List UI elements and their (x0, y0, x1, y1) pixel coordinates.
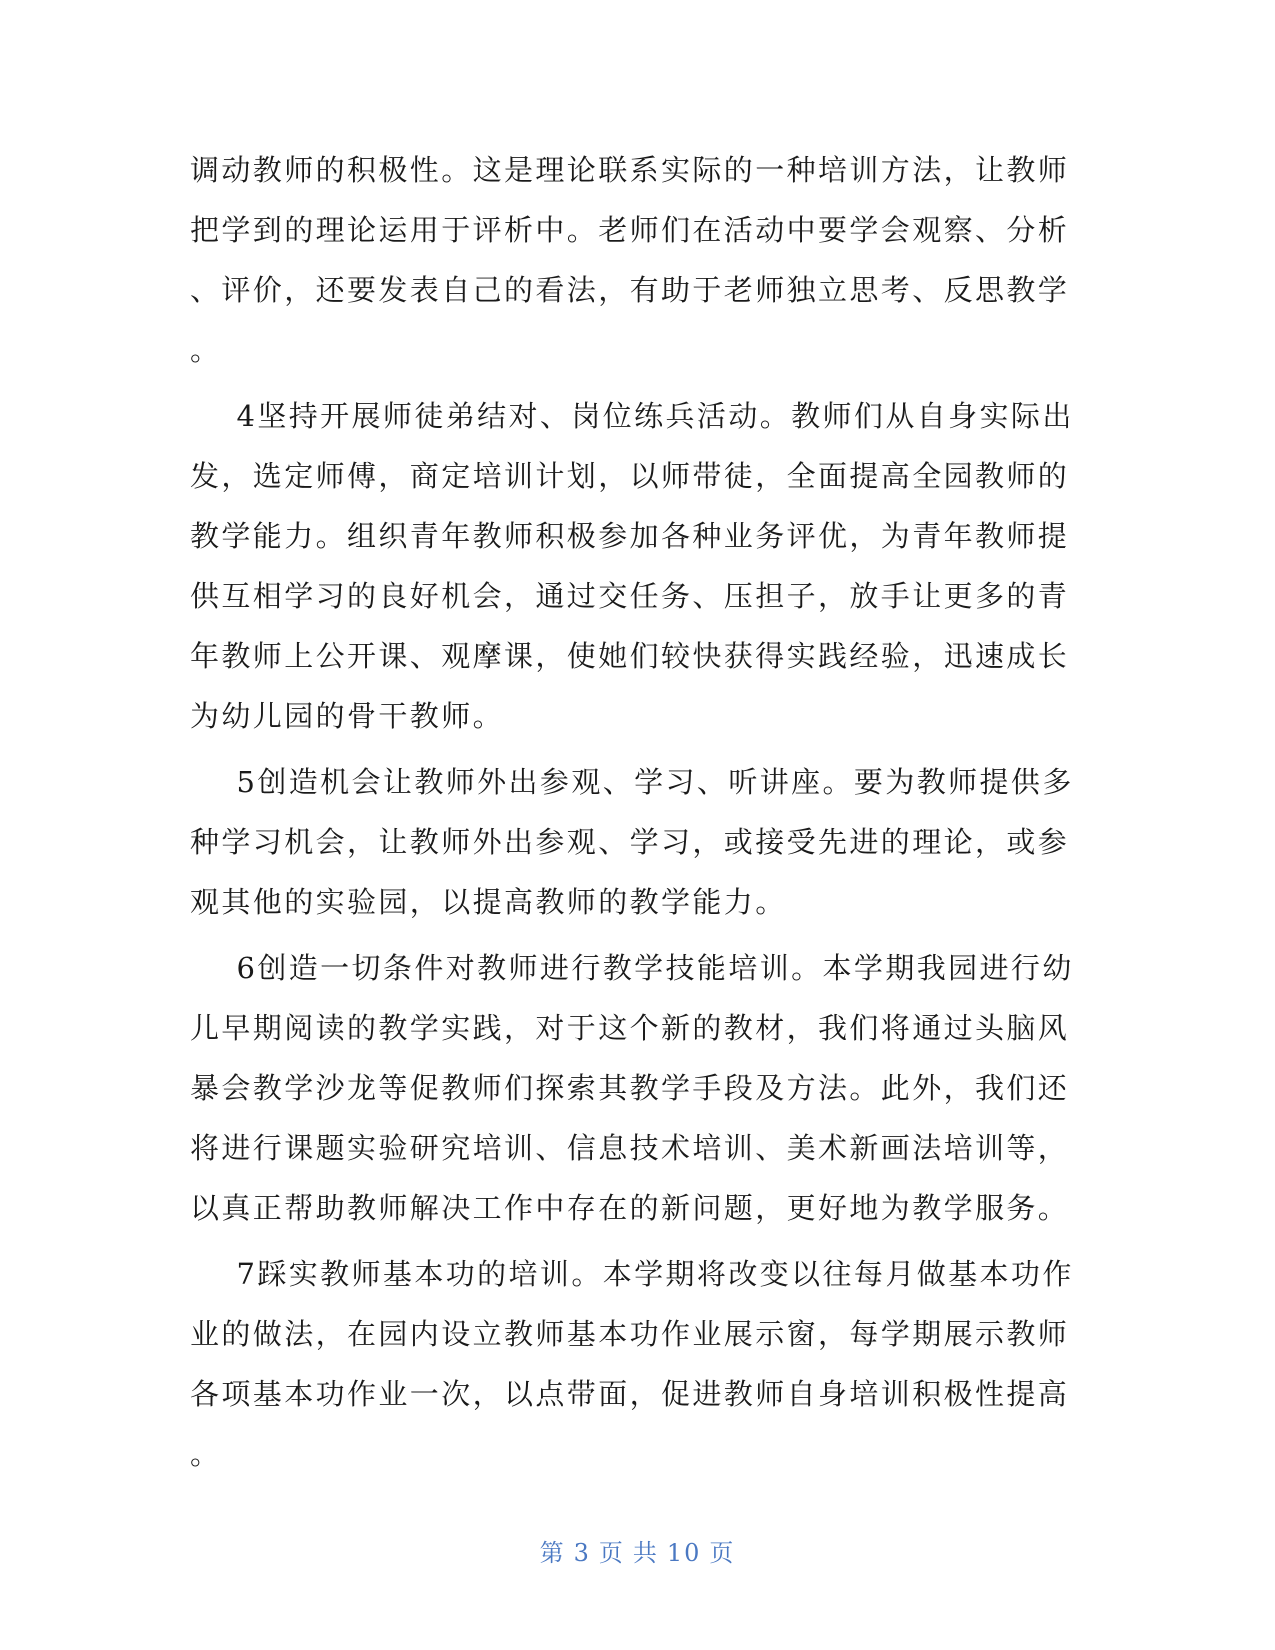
text-line: 业的做法，在园内设立教师基本功作业展示窗，每学期展示教师 (190, 1317, 1070, 1351)
paragraph (190, 386, 1090, 746)
paragraph (190, 140, 1090, 380)
paragraph (190, 938, 1090, 1238)
footer-page-word: 页 (598, 1539, 625, 1567)
text-line: 儿早期阅读的教学实践，对于这个新的教材，我们将通过头脑风 (190, 1011, 1070, 1045)
paragraph (190, 752, 1090, 932)
text-line: 。 (190, 1437, 222, 1471)
text-line: 年教师上公开课、观摩课，使她们较快获得实践经验，迅速成长 (190, 639, 1070, 673)
footer-prefix: 第 (539, 1539, 566, 1567)
text-line: 、评价，还要发表自己的看法，有助于老师独立思考、反思教学 (190, 273, 1070, 307)
text-line: 4坚持开展师徒弟结对、岗位练兵活动。教师们从自身实际出 (190, 399, 1074, 433)
text-line: 各项基本功作业一次，以点带面，促进教师自身培训积极性提高 (190, 1377, 1070, 1411)
text-line: 把学到的理论运用于评析中。老师们在活动中要学会观察、分析 (190, 213, 1070, 247)
footer-suffix: 页 (709, 1539, 736, 1567)
document-body (190, 140, 1090, 1484)
text-line: 以真正帮助教师解决工作中存在的新问题，更好地为教学服务。 (190, 1191, 1070, 1225)
footer-current-page: 3 (573, 1539, 591, 1567)
text-line: 7踩实教师基本功的培训。本学期将改变以往每月做基本功作 (190, 1257, 1074, 1291)
text-line: 调动教师的积极性。这是理论联系实际的一种培训方法，让教师 (190, 153, 1070, 187)
text-line: 观其他的实验园，以提高教师的教学能力。 (190, 885, 787, 919)
text-line: 暴会教学沙龙等促教师们探索其教学手段及方法。此外，我们还 (190, 1071, 1070, 1105)
text-line: 。 (190, 333, 222, 367)
footer-total-word: 共 (632, 1539, 659, 1567)
text-line: 教学能力。组织青年教师积极参加各种业务评优，为青年教师提 (190, 519, 1070, 553)
text-line: 为幼儿园的骨干教师。 (190, 699, 505, 733)
text-line: 种学习机会，让教师外出参观、学习，或接受先进的理论，或参 (190, 825, 1070, 859)
text-line: 供互相学习的良好机会，通过交任务、压担子，放手让更多的青 (190, 579, 1070, 613)
text-line: 5创造机会让教师外出参观、学习、听讲座。要为教师提供多 (190, 765, 1074, 799)
page-footer (0, 1533, 1275, 1568)
text-line: 将进行课题实验研究培训、信息技术培训、美术新画法培训等， (190, 1131, 1070, 1165)
paragraph (190, 1244, 1090, 1484)
footer-total-pages: 10 (666, 1539, 702, 1567)
text-line: 6创造一切条件对教师进行教学技能培训。本学期我园进行幼 (190, 951, 1074, 985)
text-line: 发，选定师傅，商定培训计划，以师带徒，全面提高全园教师的 (190, 459, 1070, 493)
